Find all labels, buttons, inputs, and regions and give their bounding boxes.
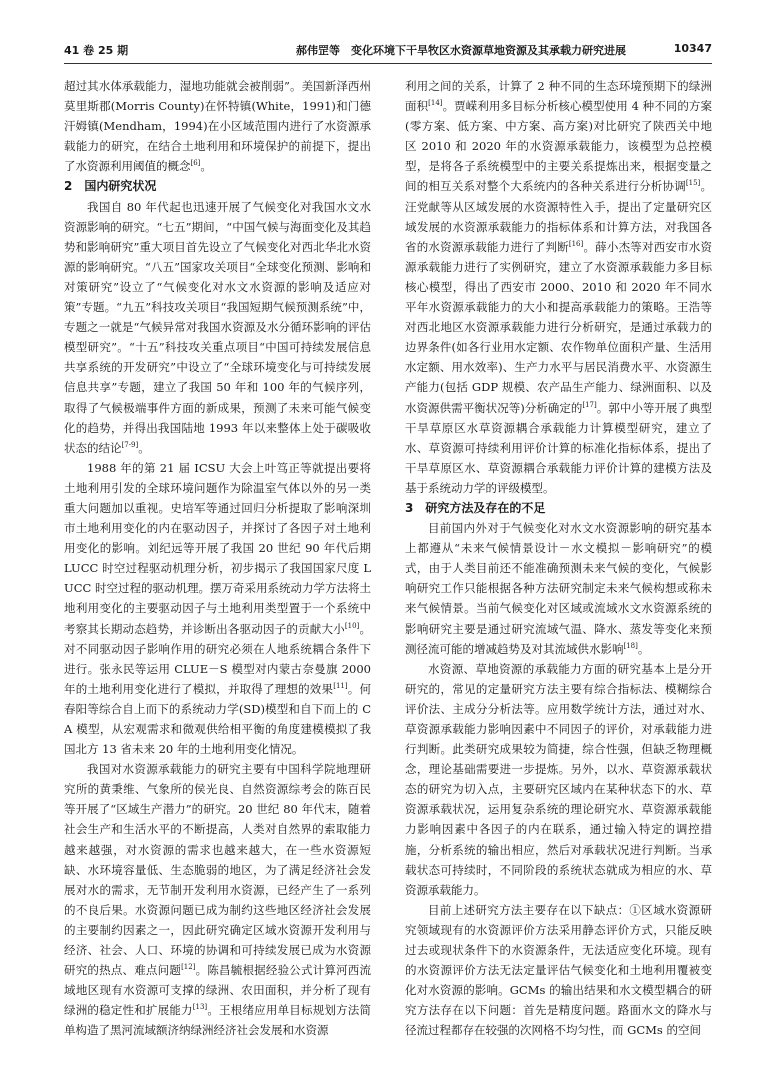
paragraph: 1988 年的第 21 届 ICSU 大会上叶笃正等就提出要将土地利用引发的全球环境问题作为除温室气体以外的另一类重大问题加以重视。史培军等通过回归分析提取了影响深圳市土地利用变化的内在驱动因子，并探讨了各因子对土地利用变化的影响。刘纪远等开展了我国 20 世纪 90 年代后期 LUCC 时空过程驱动机理分析，初步揭示了我国国家尺度 LUCC 时空过程的驱动机理。摆万奇采用系统动力学方法将土地利用变化的主要驱动因子与土地利用类型置于一个系统中考察其长期动态趋势，并诊断出各驱动因子的贡献大小[10]。对不同驱动因子影响作用的研究必须在人地系统耦合条件下进行。张永民等运用 CLUE－S 模型对内蒙古奈曼旗 2000 年的土地利用变化进行了模拟，并取得了理想的效果[11]。何春阳等综合自上而下的系统动力学(SD)模型和自下而上的 CA 模型，从宏观需求和微观供给相平衡的角度建模模拟了我国北方 13 省未来 20 年的土地利用变化情况。 (64, 460, 372, 757)
citation: [13] (192, 1003, 208, 1012)
section-heading: 2 国内研究状况 (64, 179, 157, 194)
citation: [17] (582, 400, 597, 409)
citation: [18] (623, 641, 638, 650)
paragraph: 水资源、草地资源的承载能力方面的研究基本上是分开研究的，常见的定量研究方法主要有综合指标法、模糊综合评价法、主成分分析法等。应用数学统计方法，通过对水、草资源承载能力影响因素中不同因子的评价，对承载能力进行判断。此类研究成果较为简捷，综合性强，但缺乏物理概念，理论基础需要进一步提炼。另外，以水、草资源承载状态的研究为切入点，主要研究区域内在某种状态下的水、草资源承载状况，运用复杂系统的理论研究水、草资源承载能力影响因素中各因子的内在联系，通过输入特定的调控措施，分析系统的输出相应，然后对承载状况进行判断。当承载状态可持续时，不同阶段的系统状态就成为相应的水、草资源承载能力。 (405, 661, 712, 897)
paragraph: 我国对水资源承载能力的研究主要有中国科学院地理研究所的黄秉维、气象所的侯光良、自然资源综考会的陈百民等开展了“区域生产潜力”的研究。20 世纪 80 年代末，随着社会生产和生活水平的不断提高，人类对自然界的索取能力越来越强，对水资源的需求也越来越大，在一些水资源短缺、水环境容量低、生态脆弱的地区，为了满足经济社会发展对水的需求，无节制开发利用水资源，已经产生了一系列的不良后果。水资源问题已成为制约这些地区经济社会发展的主要制约因素之一，因此研究确定区域水资源开发利用与经济、社会、人口、环境的协调和可持续发展已成为水资源研究的热点、难点问题[12]。陈昌毓根据经验公式计算河西流域地区现有水资源可支撑的绿洲、农田面积，并分析了现有绿洲的稳定性和扩展能力[13]。王根绪应用单目标规划方法简单构造了黑河流域额济纳绿洲经济社会发展和水资源 (64, 762, 372, 1038)
paragraph: 目前上述研究方法主要存在以下缺点：①区域水资源研究领域现有的水资源评价方法采用静态评价方式，只能反映过去或现状条件下的水资源条件，无法适应变化环境。现有的水资源评价方法无法定量评估气候变化和土地利用覆被变化对水资源的影响。GCMs 的输出结果和水文模型耦合的研究方法存在以下问题：首先是精度问题。路面水文的降水与径流过程都存在较强的次网格不均匀性，而 GCMs 的空间 (405, 902, 712, 1038)
page-header (64, 40, 712, 64)
journal-volume: 41 卷 25 期 (64, 44, 129, 57)
page-number: 10347 (673, 42, 712, 55)
citation: [12] (181, 963, 196, 972)
section-heading: 3 研究方法及存在的不足 (405, 500, 546, 515)
paragraph: 目前国内外对于气候变化对水文水资源影响的研究基本上都遵从“未来气候情景设计－水文模拟－影响研究”的模式，由于人类目前还不能准确预测未来气候的变化，气候影响研究工作只能根据各种方法研究制定未来气候构想或称未来气候情景。当前气候变化对区域或流域水文水资源系统的影响研究主要是通过研究流域气温、降水、蒸发等变化来预测径流可能的增减趋势及对其流域供水影响[18]。 (405, 521, 712, 656)
citation: [11] (333, 681, 348, 690)
left-column (64, 76, 371, 1041)
citation: [15] (685, 179, 701, 188)
citation: [16] (568, 239, 584, 248)
running-title: 郝伟罡等 变化环境下干旱牧区水资源草地资源及其承载力研究进展 (296, 44, 626, 57)
right-column (405, 76, 712, 1041)
paragraph: 超过其水体承载能力，湿地功能就会被削弱”。美国新泽西州莫里斯郡(Morris County)在怀特镇(White，1991)和门德汗姆镇(Mendham，1994)在小区域范围内进行了水资源承载能力的研究，在结合土地利用和环境保护的前提下，提出了水资源利用阈值的概念[6]。 (64, 79, 371, 174)
paragraph: 我国自 80 年代起也迅速开展了气候变化对我国水文水资源影响的研究。“七五”期间，“中国气候与海面变化及其趋势和影响研究”重大项目首先设立了气候变化对西北华北水资源的影响研究。“八五”国家攻关项目“全球变化预测、影响和对策研究”设立了“气候变化对水文水资源的影响及适应对策”专题。“九五”科技攻关项目“我国短期气候预测系统”中，专题之一就是“气候异常对我国水资源及水分循环影响的评估模型研究”。“十五”科技攻关重点项目“中国可持续发展信息共享系统的开发研究”中设立了“全球环境变化与可持续发展信息共享”专题，建立了我国 50 年和 100 年的气候序列，取得了气候极端事件方面的新成果，预测了未来可能气候变化的趋势，并得出我国陆地 1993 年以来整体上处于碳吸收状态的结论[7-9]。 (64, 199, 371, 455)
citation: [6] (190, 159, 201, 168)
citation: [10] (344, 621, 360, 630)
paragraph: 利用之间的关系，计算了 2 种不同的生态环境预期下的绿洲面积[14]。贾嵘利用多目标分析核心模型使用 4 种不同的方案(零方案、低方案、中方案、高方案)对比研究了陕西关中地区 2010 和 2020 年的水资源承载能力，该模型为总控模型，是将各子系统模型中的主要关系提炼出来，根据变量之间的相互关系对整个大系统内的各种关系进行分析协调[15]。汪党献等从区域发展的水资源特性入手，提出了定量研究区域发展的水资源承载能力的指标体系和计算方法，对我国各省的水资源承载能力进行了判断[16]。薛小杰等对西安市水资源承载能力进行了实例研究，建立了水资源承载能力多目标核心模型，得出了西安市 2000、2010 和 2020 年不同水平年水资源承载能力的大小和提高承载能力的策略。王浩等对西北地区水资源承载能力进行分析研究，是通过承载力的边界条件(如各行业用水定额、农作物单位面积产量、生活用水定额、用水效率)、生产力水平与居民消费水平、水资源生产能力(包括 GDP 规模、农产品生产能力、绿洲面积、以及水资源供需平衡状况等)分析确定的[17]。郭中小等开展了典型干旱草原区水草资源耦合承载能力计算模型研究，建立了水、草资源可持续利用评价计算的标准化指标体系，提出了干旱草原区水、草资源耦合承载能力评价计算的建模方法及基于系统动力学的评级模型。 (405, 79, 713, 495)
citation: [7-9] (121, 440, 139, 449)
citation: [14] (428, 99, 443, 108)
